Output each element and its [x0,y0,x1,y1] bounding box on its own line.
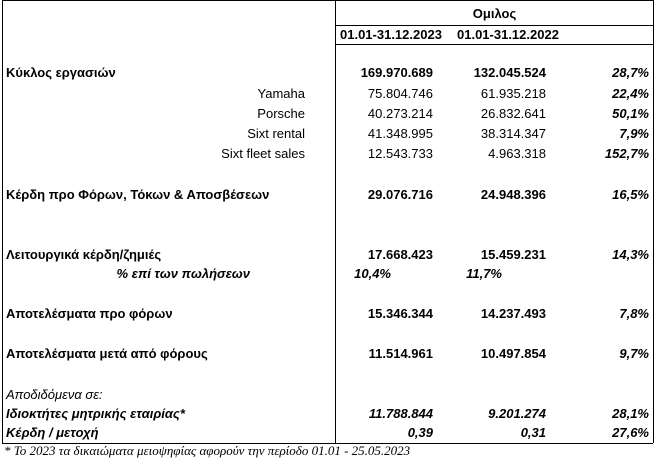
sixt-rental-2023: 41.348.995 [367,126,433,141]
owners-change: 28,1% [612,406,649,421]
yamaha-change: 22,4% [612,86,649,101]
sixt-fleet-label: Sixt fleet sales [221,146,305,161]
porsche-change: 50,1% [612,106,649,121]
margin-2023: 10,4% [354,266,391,281]
sixt-fleet-2022: 4.963.318 [488,146,546,161]
porsche-2022: 26.832.641 [480,106,546,121]
margin-2022: 11,7% [466,266,502,281]
pretax-2022: 14.237.493 [480,306,546,321]
ebitda-2023: 29.076.716 [367,187,433,202]
aftertax-change: 9,7% [619,346,649,361]
sixt-fleet-change: 152,7% [604,146,649,161]
sixt-fleet-2023: 12.543.733 [367,146,433,161]
ebitda-change: 16,5% [612,187,649,202]
period-header-2023: 01.01-31.12.2023 [340,27,442,42]
attributed-label: Αποδιδόμενα σε: [6,387,103,402]
owners-label: Ιδιοκτήτες μητρικής εταιρίας* [6,406,185,421]
ebitda-label: Κέρδη προ Φόρων, Τόκων & Αποσβέσεων [6,187,270,202]
eps-2023: 0,39 [407,425,433,440]
owners-2022: 9.201.274 [488,406,546,421]
revenue-2022: 132.045.524 [473,65,546,80]
revenue-label: Κύκλος εργασιών [6,65,116,80]
ebitda-2022: 24.948.396 [480,187,546,202]
aftertax-2023: 11.514.961 [368,346,433,361]
header-underline [335,25,653,26]
operating-change: 14,3% [612,247,649,262]
group-header: Ομιλος [472,6,517,21]
porsche-label: Porsche [257,106,305,121]
table-right-border [653,0,654,443]
revenue-2023: 169.970.689 [360,65,433,80]
period-header-2022: 01.01-31.12.2022 [457,27,559,42]
aftertax-2022: 10.497.854 [480,346,546,361]
sixt-rental-label: Sixt rental [247,126,305,141]
operating-2023: 17.668.423 [367,247,433,262]
yamaha-2023: 75.804.746 [367,86,433,101]
eps-2022: 0,31 [520,425,546,440]
sixt-rental-change: 7,9% [619,126,649,141]
eps-change: 27,6% [612,425,649,440]
eps-label: Κέρδη / μετοχή [6,425,99,440]
footnote: * Το 2023 τα δικαιώματα μειοψηφίας αφορούν την περίοδο 01.01 - 25.05.2023 [4,443,411,458]
period-underline [335,44,653,45]
pretax-change: 7,8% [619,306,649,321]
sixt-rental-2022: 38.314.347 [480,126,546,141]
table-top-border [2,0,653,1]
operating-label: Λειτουργικά κέρδη/ζημιές [6,247,162,262]
pretax-2023: 15.346.344 [367,306,433,321]
porsche-2023: 40.273.214 [367,106,433,121]
owners-2023: 11.788.844 [368,406,433,421]
margin-label: % επί των πωλήσεων [116,266,250,281]
revenue-change: 28,7% [612,65,649,80]
yamaha-label: Yamaha [257,86,305,101]
table-left-border [2,0,3,443]
col-divider-2023 [335,0,336,443]
operating-2022: 15.459.231 [480,247,546,262]
pretax-label: Αποτελέσματα προ φόρων [6,306,173,321]
aftertax-label: Αποτελέσματα μετά από φόρους [6,346,208,361]
yamaha-2022: 61.935.218 [480,86,546,101]
